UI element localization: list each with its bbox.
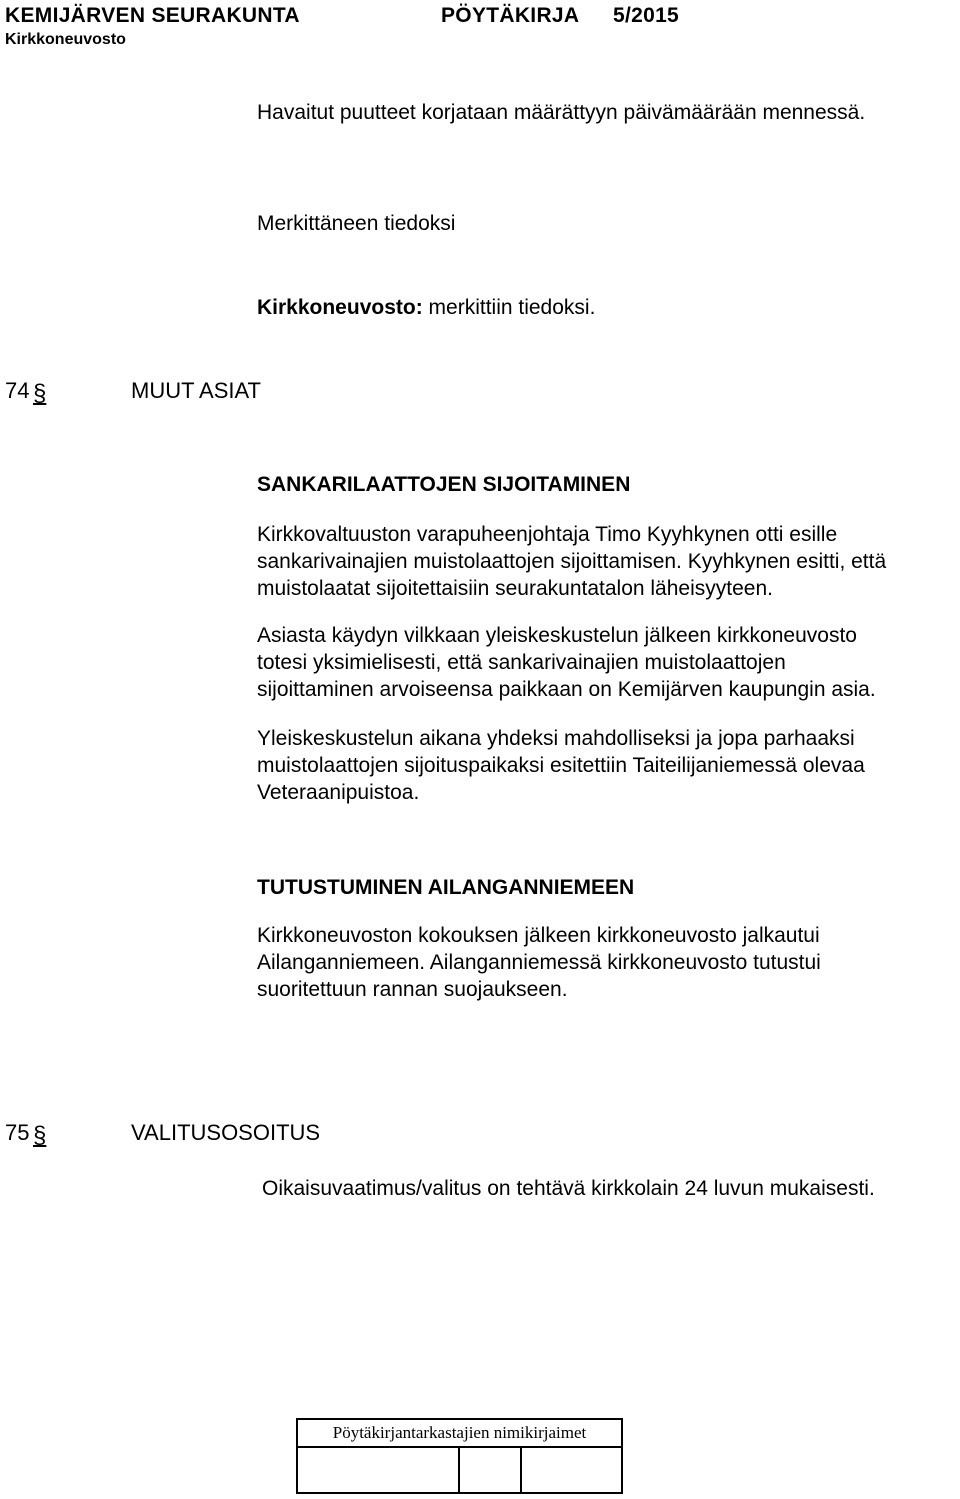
- paragraph-line: Ailanganniemeen. Ailanganniemessä kirkkoneuvosto tutustui: [257, 951, 821, 974]
- paragraph-sign-icon: §: [33, 1122, 47, 1149]
- paragraph-line: muistolaattojen sijoituspaikaksi esitettiin Taiteilijaniemessä olevaa: [257, 754, 865, 777]
- section-75-sign: [33, 1116, 47, 1149]
- paragraph-2: [257, 622, 876, 703]
- decision-text: merkittiin tiedoksi.: [422, 296, 596, 319]
- document-number: 5/2015: [613, 4, 680, 27]
- paragraph-line: sankarivainajien muistolaattojen sijoittamisen. Kyyhkynen esitti, että: [257, 550, 887, 573]
- appeal-text: Oikaisuvaatimus/valitus on tehtävä kirkkolain 24 luvun mukaisesti.: [262, 1177, 875, 1200]
- paragraph-line: totesi yksimielisesti, että sankarivainajien muistolaattojen: [257, 651, 786, 674]
- paragraph-4: [257, 922, 821, 1003]
- signature-box-title: Pöytäkirjantarkastajien nimikirjaimet: [298, 1420, 621, 1448]
- subheading-sankarilaattojen: SANKARILAATTOJEN SIJOITAMINEN: [257, 473, 631, 496]
- paragraph-line: Veteraanipuistoa.: [257, 781, 420, 804]
- section-74-title: MUUT ASIAT: [131, 378, 261, 403]
- intro-line-2: Merkittäneen tiedoksi: [257, 212, 456, 235]
- document-type: PÖYTÄKIRJA: [441, 4, 580, 27]
- paragraph-line: Asiasta käydyn vilkkaan yleiskeskustelun jälkeen kirkkoneuvosto: [257, 624, 857, 647]
- subheading-tutustuminen: TUTUSTUMINEN AILANGANNIEMEEN: [257, 876, 635, 899]
- paragraph-line: muistolaatat sijoitettaisiin seurakuntatalon läheisyyteen.: [257, 577, 773, 600]
- paragraph-line: Kirkkoneuvoston kokouksen jälkeen kirkkoneuvosto jalkautui: [257, 924, 820, 947]
- paragraph-line: Yleiskeskustelun aikana yhdeksi mahdolliseksi ja jopa parhaaksi: [257, 727, 855, 750]
- section-75-number: 75: [5, 1120, 30, 1145]
- section-74-sign: [33, 374, 47, 407]
- paragraph-1: [257, 521, 886, 602]
- intro-line-1: Havaitut puutteet korjataan määrättyyn päivämäärään mennessä.: [257, 101, 866, 124]
- section-75-title: VALITUSOSOITUS: [131, 1120, 321, 1145]
- signature-cell: [458, 1448, 522, 1492]
- organization-name: KEMIJÄRVEN SEURAKUNTA: [5, 4, 300, 27]
- paragraph-line: sijoittaminen arvoiseensa paikkaan on Kemijärven kaupungin asia.: [257, 678, 876, 701]
- paragraph-line: suoritettuun rannan suojaukseen.: [257, 978, 568, 1001]
- section-74-number: 74: [5, 378, 30, 403]
- paragraph-3: [257, 725, 865, 806]
- body-name: Kirkkoneuvosto: [5, 31, 126, 48]
- signature-cell: [298, 1448, 460, 1492]
- paragraph-sign-icon: §: [33, 380, 47, 407]
- signature-box: [296, 1418, 623, 1494]
- decision-label: Kirkkoneuvosto:: [257, 296, 423, 319]
- decision-line: [257, 294, 595, 321]
- paragraph-line: Kirkkovaltuuston varapuheenjohtaja Timo Kyyhkynen otti esille: [257, 523, 838, 546]
